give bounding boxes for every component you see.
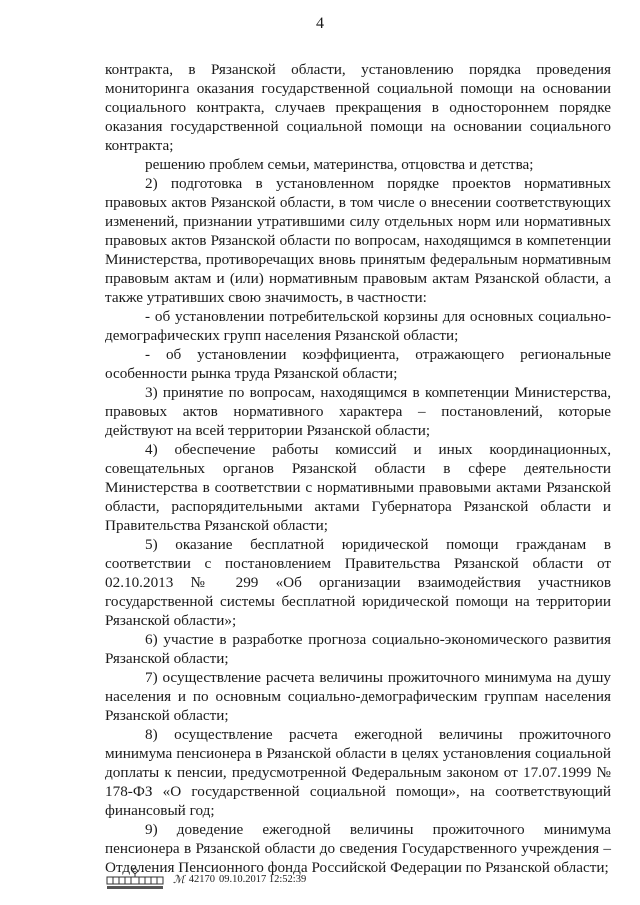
page-number: 4 xyxy=(316,15,324,32)
paragraph: 6) участие в разработке прогноза социально-экономического развития Рязанской области; xyxy=(105,631,611,667)
paragraph: 5) оказание бесплатной юридической помощи гражданам в соответствии с постановлением Правительства Рязанской области от 02.10.2013 № 299 «Об организации взаимодействия участников государственной системы бесплатной юридической помощи на территории Рязанской области»; xyxy=(105,536,611,629)
paragraph: решению проблем семьи, материнства, отцовства и детства; xyxy=(145,156,534,173)
paragraph: 3) принятие по вопросам, находящимся в компетенции Министерства, правовых актов нормативного характера – постановлений, которые действуют на всей территории Рязанской области; xyxy=(105,384,611,439)
footer-doc-number: 42170 xyxy=(188,873,216,885)
paragraph: 2) подготовка в установленном порядке проектов нормативных правовых актов Рязанской области, в том числе о внесении соответствующих изменений, признании утратившими силу отдельных норм или нормативных правовых актов Рязанской области по вопросам, находящимся в компетенции Министерства, противоречащих вновь принятым федеральным нормативным правовым актам и (или) нормативным правовым актам Рязанской области, а также утративших свою значимость, в частности: xyxy=(105,175,611,306)
document-footer xyxy=(105,866,306,892)
paragraph: 4) обеспечение работы комиссий и иных координационных, совещательных органов Рязанской области в сфере деятельности Министерства в соответствии с нормативными правовыми актами Рязанской области, распорядительными актами Губернатора Рязанской области и Правительства Рязанской области; xyxy=(105,441,611,534)
footer-mark: ℳ xyxy=(173,873,185,886)
registry-stamp-logo xyxy=(105,867,165,891)
paragraph: 7) осуществление расчета величины прожиточного минимума на душу населения и по основным социально-демографическим группам населения Рязанской области; xyxy=(105,669,611,724)
paragraph: - об установлении потребительской корзины для основных социально-демографических групп населения Рязанской области; xyxy=(105,308,611,344)
document-body xyxy=(105,60,611,877)
footer-timestamp: 09.10.2017 12:52:39 xyxy=(219,873,307,885)
paragraph: контракта, в Рязанской области, установлению порядка проведения мониторинга оказания государственной социальной помощи на основании социального контракта, случаев прекращения в одностороннем порядке оказания государственной социальной помощи на основании социального контракта; xyxy=(105,61,611,154)
paragraph: 9) доведение ежегодной величины прожиточного минимума пенсионера в Рязанской области до сведения Государственного учреждения – Отделения Пенсионного фонда Российской Федерации по Рязанской области; xyxy=(105,821,611,876)
paragraph: 8) осуществление расчета ежегодной величины прожиточного минимума пенсионера в Рязанской области в целях установления социальной доплаты к пенсии, предусмотренной Федеральным законом от 17.07.1999 № 178-ФЗ «О государственной социальной помощи», на соответствующий финансовый год; xyxy=(105,726,611,819)
paragraph: - об установлении коэффициента, отражающего региональные особенности рынка труда Рязанской области; xyxy=(105,346,611,382)
footer-meta xyxy=(173,873,306,886)
